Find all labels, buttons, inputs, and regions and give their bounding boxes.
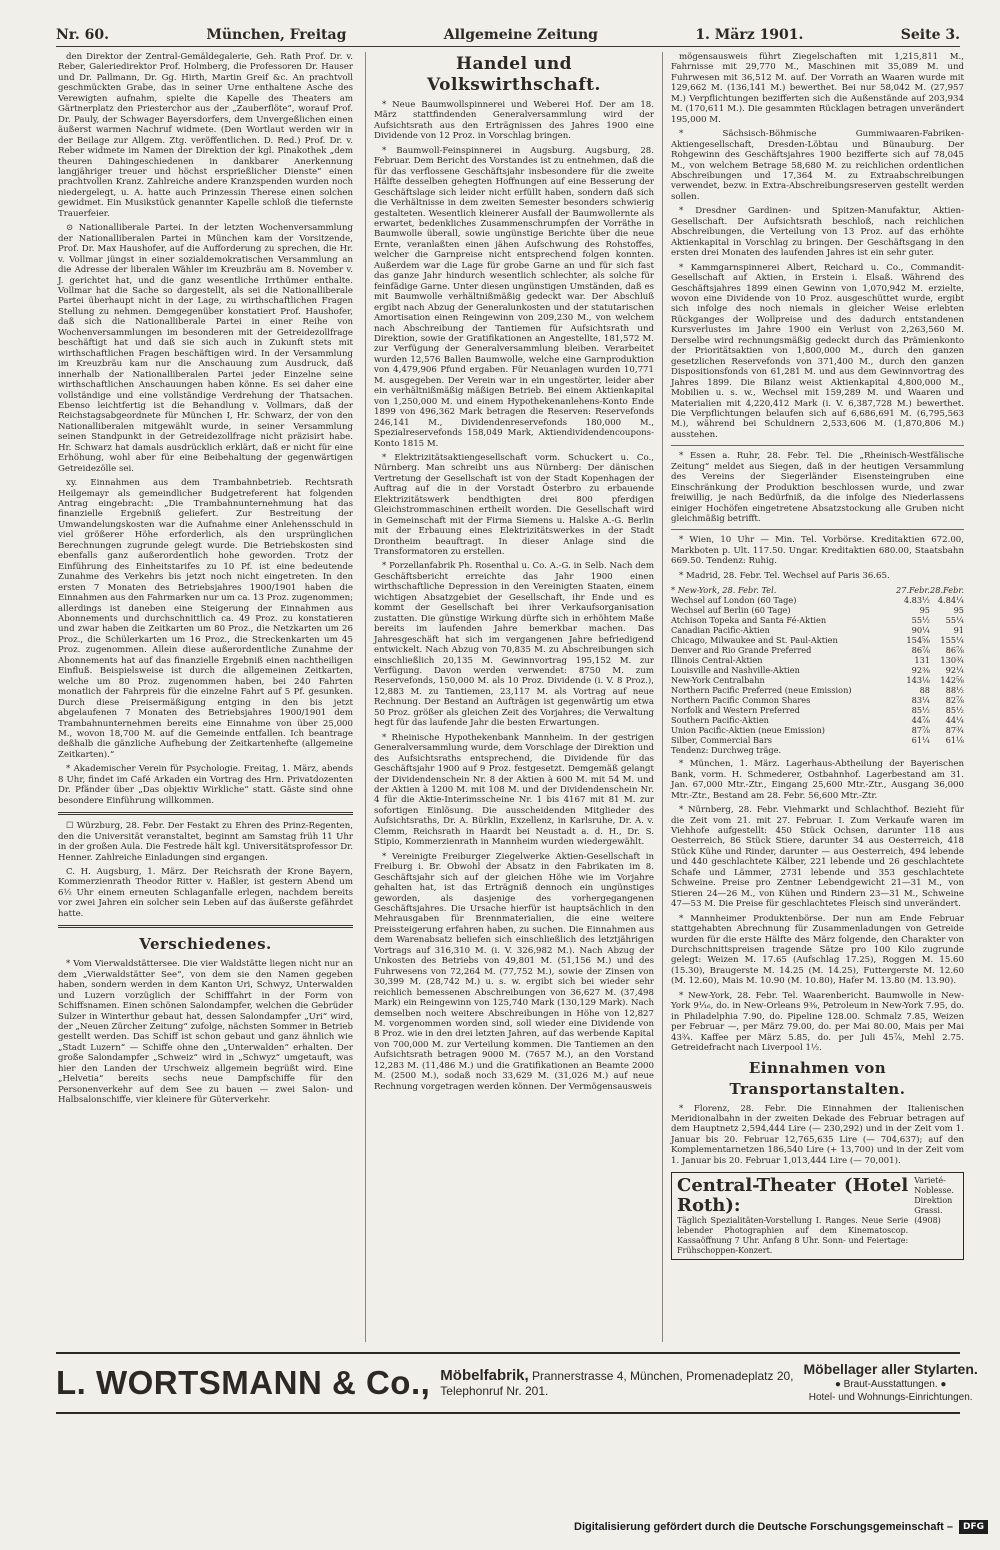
table-row <box>671 745 964 755</box>
security-name: Wechsel auf London (60 Tage) <box>671 595 797 606</box>
quote-value: 61⅛ <box>945 735 964 746</box>
column-3 <box>662 52 964 1342</box>
theater-ref: (4908) <box>914 1216 941 1226</box>
article-text: den Direktor der Zentral-Gemäldegalerie, Geh. Rath Prof. Dr. v. Reber, Galeriedirektor Prof. Holmberg, die Professoren Dr. Hauser und Dr. Pallmann, Dr. Gg. Hirth, Martin Greif &c. An prachtvoll geschmückten Grabe, das in seiner Urne enthaltene Asche des Verewigten aufnahm, spielte die Kapelle des Theaters am Gärtnerplatz den Priesterchor aus der „Zauberflöte“, worauf Prof. Dr. Pauly, der Schwager Bayersdorfers, dem Unvergeßlichen einen äußerst warmen Nachruf widmete. (Den Wortlaut werden wir in der Beilage zur Allgem. Ztg. veröffentlichen. D. Red.) Prof. Dr. v. Reber widmete im Namen der Direktion der kgl. Pinakothek „dem theuren Dahingeschiedenen in dankbarer Anerkennung langjähriger treuer und höchst ersprießlicher Dienste“ einen prachtvollen Kranz. Zahlreiche andere Kranzspenden wurden noch niedergelegt, u. A. hatte auch Prinzessin Therese einen solchen gewidmet. Ein Musikstück genannter Kapelle schloß die tiefernste Trauerfeier. <box>58 52 353 219</box>
table-row <box>671 655 964 665</box>
security-name: Louisville and Nashville-Aktien <box>671 665 800 676</box>
quote-value: 92¼ <box>945 665 964 676</box>
quote-value: 55¼ <box>945 615 964 626</box>
article-text: * Baumwoll-Feinspinnerei in Augsburg. Augsburg, 28. Februar. Dem Bericht des Vorstandes ist zu entnehmen, daß die für das verflossene Geschäftsjahr insbesondere für die zweite Hälfte desselben gehegten Hoffnungen auf eine Besserung der Geschäftslage sich leider nicht erfüllt haben, sondern daß sich die Verhältnisse in dem zweiten Semester besonders schwierig gestalteten. Wesentlich kleinerer Ausfall der Baumwollernte als erwartet, bedenkliches Zusammenschrumpfen der Vorräthe in Baumwolle überall, sowie ungünstige Berichte über die neue Ernte, veranlaßten einen jähen Aufschwung des Rohstoffes, welcher die Garnpreise nicht entsprechend folgen konnten. Außerdem war die Lage für grobe Garne an und für sich fast das ganze Jahr hindurch wesentlich schlechter, als solche für feinfädige Garne. Unter diesen ungünstigen Umständen, daß es mit Baumwolle verhältnißmäßig gedeckt war. Der Abschluß ergibt nach Abzug der Generalunkosten und der statutarischen Amortisation einen Reingewinn von 209,230 M., von welchem nach Abschreibung der Tantiemen für Aufsichtsrath und Direktion, sowie der Gratifikationen an Angestellte, 181,572 M. zur Verfügung der Generalversammlung bleiben. Verarbeitet wurden 12,576 Ballen Baumwolle, welche eine Garnproduktion von 4,479,906 Pfund ergaben. Für Neuanlagen wurden 10,771 M. ausgegeben. Der Verein war in ein ungestörter, leider aber ein verhältnißmäßig mäßigen Betrieb. Bei einem Aktienkapital von 1,250,000 M. und einem Hypothekenanlehens-Konto Ende 1899 von 496,362 Mark betragen die Reserven: Reservefonds 246,141 M., Dividendenreservefonds 180,000 M., Spezialreservefonds 158,049 Mark, Aktiendividendencoupons-Konto 1815 M. <box>374 145 654 449</box>
quote-value: 44¼ <box>945 715 964 726</box>
security-name: Atchison Topeka and Santa Fé-Aktien <box>671 615 827 626</box>
advert-business: Möbelfabrik, <box>440 1366 529 1384</box>
masthead <box>56 24 960 47</box>
table-row <box>671 715 964 725</box>
advert-address <box>440 1368 793 1399</box>
furniture-advert <box>56 1352 978 1414</box>
table-header-row <box>671 585 964 595</box>
quote-value: 91 <box>953 625 964 636</box>
article-text: xy. Einnahmen aus dem Trambahnbetrieb. Rechtsrath Heilgemayr als gemeindlicher Budgetreferent hat folgenden Antrag eingebracht: „Die Trambahnunternehmung hat das finanzielle Ergebniß geliefert. Zur Bestreitung der Umwandelungskosten war die Aufnahme einer Anlehensschuld in viel größerer Höhe erforderlich, als den ursprünglichen Berechnungen zugrunde gelegt wurde. Die Betriebskosten sind ebenfalls ganz außerordentlich hohe geworden. Trotz der Einführung des Einheitstarifes zu 10 Pf. ist eine bedeutende Zunahme des Verkehrs bis jetzt noch nicht eingetreten. In den ersten 7 Monaten des Betriebsjahres 1900/1901 haben die Einnahmen aus den Fahrmarken nur um ca. 13 Proz. zugenommen; allerdings ist daneben eine Steigerung der Einnahmen aus Abonnements und durchschnittlich ca. 49 Proz. zu konstatieren und zwar haben die Zeitkarten um 80 Proz., die Netzkarten um 26 Proz., die Schülerkarten um 16 Proz., die Streckenkarten um 45 Proz. zugenommen. Allein diese außerordentliche Zunahme der Abonnements hat auf das finanzielle Ergebniß einen nachtheiligen Einfluß. Beispielsweise ist durch die allgemeinen Zeitkarten, welche um 80 Proz. zugenommen haben, bei 240 Fahrten monatlich der Fahrpreis für die einzelne Fahrt auf 5 Pf. gesunken. Durch diese Preisermäßigung entging in den bis jetzt abgelaufenen 7 Monaten des Betriebsjahres 1900/1901 dem Trambahnunternehmen bereits eine Einnahme von über 25,000 M., wovon 18,700 M. auf die Gemeinde entfallen. Ich beantrage deßhalb die gänzliche Aufhebung der Zeitkartenhefte (allgemeine Zeitkarten).“ <box>58 478 353 760</box>
article-text: * Vom Vierwaldstättersee. Die vier Waldstätte liegen nicht nur an dem „Vierwaldstätter See“, von dem sie den Namen gegeben haben, sondern werden in dem Kanton Uri, Schwyz, Unterwalden und Luzern vorzüglich der Schifffahrt in der Form von Schiffsnamen. Einen schönen Salondampfer, welchen die Gebrüder Sulzer in Winterthur gebaut hat, dessen Salondampfer „Uri“ wird, der „Neuen Zürcher Zeitung“ zufolge, nächsten Sommer in Betrieb gestellt werden. Das Schiff ist schon gebaut und ganz ähnlich wie „Stadt Luzern“ — Schiffe ohne den „Unterwalden“ erhalten. Der große Salondampfer „Schweiz“ wird in „Schwyz“ umgetauft, was hier den Landen der Urschweiz allgemein begrüßt wird. Eine „Helvetia“ bereits sechs neue Dampfschiffe für den Personenverkehr auf dem See zu bauen — zwei Salon- und Halbsalonschiffe, vier kleinere für Güterverkehr. <box>58 959 353 1106</box>
advert-street: Prannerstrasse 4, München, <box>532 1368 683 1383</box>
article-text: * Dresdner Gardinen- und Spitzen-Manufaktur, Aktien-Gesellschaft. Der Aufsichtsrath beschloß, nach reichlichen Abschreibungen, die Verteilung von 13 Proz. auf das erhöhte Aktienkapital in Vorschlag zu bringen. Der Geschäftsgang in den ersten drei Monaten des laufenden Jahres ist ein sehr guter. <box>671 206 964 259</box>
page-number: Seite 3. <box>900 27 960 43</box>
divider <box>671 445 964 446</box>
table-row <box>671 605 964 615</box>
security-name: Silber, Commercial Bars <box>671 735 772 746</box>
advert-branch: Promenadeplatz 20, <box>686 1368 794 1383</box>
quote-value: 154⅝ <box>906 635 930 646</box>
quote-value: 131 <box>914 655 930 666</box>
theater-subtitle: Varieté-Noblesse. Direktion Grassi. <box>914 1176 954 1216</box>
issue-number: Nr. 60. <box>56 27 109 43</box>
article-text: mögensausweis führt Ziegelschaften mit 1,215,811 M., Fahrnisse mit 29,770 M., Maschinen mit 35,089 M. und Fuhrwesen mit 36,512 M. auf. Der Vorrath an Waaren wurde mit 129,662 M. (136,141 M.) bewerthet. Bei nur 58,042 M. (27,957 M.) Verpflichtungen bezifferten sich die Außenstände auf 203,934 M. (170,611 M.). Die gesammten Rücklagen betragen unverändert 195,000 M. <box>671 52 964 125</box>
article-text: * Kammgarnspinnerei Albert, Reichard u. Co., Commandit-Gesellschaft auf Aktien, in Erstein i. Elsaß. Während des Geschäftsjahres 1899 einen Gewinn von 1,070,942 M. erzielte, wovon eine Dividende von 10 Proz. ausgeschüttet wurde, ergibt sich infolge des noch niemals in gleicher Weise erlebten Rückganges der Wollpreise und des dadurch entstandenen Kursverlustes im Jahre 1900 ein Verlust von 2,263,560 M. Derselbe wird rechnungsmäßig gedeckt durch das Prämienkonto der Prioritätsaktien von 1,800,000 M., durch den ganzen gesetzlichen Reservefonds von 371,400 M., durch den ganzen Dispositionsfonds von 61,281 M. und aus dem Gewinnvortrag des Jahres 1899. Die Bilanz weist Aktienkapital 4,800,000 M., Mobilien u. s. w., Wechsel mit 159,289 M. und Waaren und Materialien mit 4,220,412 Mark (i. V. 6,387,728 M.) bewerthet. Die Verpflichtungen belaufen sich auf 6,686,691 M. (6,795,563 M.), während bei Schuldnern 2,533,606 M. (1,870,806 M.) ausstehen. <box>671 262 964 440</box>
advert-offer-2: ● Braut-Ausstattungen. ● <box>834 1378 947 1390</box>
table-row <box>671 665 964 675</box>
table-row <box>671 735 964 745</box>
column-1 <box>58 52 353 1342</box>
divider <box>58 925 353 928</box>
section-heading: Handel und Volkswirthschaft. <box>427 54 601 95</box>
article-text: * New-York, 28. Febr. Tel. Waarenbericht. Baumwolle in New-York 9¹⁄₁₆, do. in New-Orleans 9⅜, Petroleum in New-York 7.95, do. in Philadelphia 7.90, do. Pipeline 128.00. Schmalz 7.85, Weizen per Februar —, per März 79.00, do. per Mai 80.00, Mais per Mai 43¾. Kaffee per März 5.85, do. per Juli 45⅞, Mehl 2.75. Getreidefracht nach Liverpool 1½. <box>671 990 964 1054</box>
security-name: Chicago, Milwaukee and St. Paul-Aktien <box>671 635 838 646</box>
security-name: Illinois Central-Aktien <box>671 655 763 666</box>
security-name: New-York Centralbahn <box>671 675 765 686</box>
quote-value: 85½ <box>911 705 930 716</box>
article-text: * Porzellanfabrik Ph. Rosenthal u. Co. A.-G. in Selb. Nach dem Geschäftsbericht erreichte das Jahr 1900 einen wirthschaftliche Depression in den Vereinigten Staaten, einem wichtigen Absatzgebiet der Gesellschaft, ihr Ende und es kommt der Gesellschaft bei ihrer Verkaufsorganisation zustatten. Die günstige Wirkung dürfte sich in erhöhtem Maße bereits im laufenden Jahre bemerkbar machen. Das Jahresgeschäft hat sich im vergangenen Jahre befriedigend entwickelt. Nach Abzug von 70,835 M. zu Abschreibungen sich einschließlich 20,135 M. Gewinnvortrag 195,152 M. zur Verfügung. Davon werden verwendet: 8750 M. zum Reservefonds, 150,000 M. als 10 Proz. Dividende (i. V. 8 Proz.), 12,883 M. zu Tantiemen, 23,117 M. als Vortrag auf neue Rechnung. Der Bestand an Aufträgen ist gegenwärtig um etwa 50 Proz. größer als gleichen Zeit des Vorjahres; die Verwaltung hegt für das laufende Jahr die besten Erwartungen. <box>374 561 654 729</box>
quote-value: 130¾ <box>940 655 964 666</box>
quote-value: 61¼ <box>911 735 930 746</box>
table-header-cell: 28.Febr. <box>930 585 964 596</box>
quote-value: 82⅞ <box>945 695 964 706</box>
quote-value: 4.84¼ <box>937 595 964 606</box>
quote-value <box>896 745 930 755</box>
quote-value: 88½ <box>945 685 964 696</box>
quote-value: 86⅞ <box>945 645 964 656</box>
security-name: Northern Pacific Preferred (neue Emission) <box>671 685 852 696</box>
quote-value: 155¼ <box>940 635 964 646</box>
security-name: Norfolk and Western Preferred <box>671 705 800 716</box>
security-name: Union Pacific-Aktien (neue Emission) <box>671 725 825 736</box>
table-header-cell: 27.Febr. <box>896 585 930 596</box>
table-row <box>671 695 964 705</box>
advert-offer-3: Hotel- und Wohnungs-Einrichtungen. <box>808 1391 973 1403</box>
quote-value: 87¾ <box>945 725 964 736</box>
article-text: * Elektrizitätsaktiengesellschaft vorm. Schuckert u. Co., Nürnberg. Man schreibt uns aus Nürnberg: Der dänischen Vertretung der Gesellschaft ist von der Stadt Kopenhagen der Auftrag auf die in der Vorstadt Österbro zu erbauende Elektrizitätswerk bendthigten drei 800 pferdigen Gleichstrommaschinen ertheilt worden. Die Gesellschaft wird in Gemeinschaft mit der Firma Siemens u. Halske A.-G. Berlin mit der Erbauung eines Elektrizitätswerkes in der Stadt Drontheim beauftragt. In dieser Anlage sind die Transformatoren zu erstellen. <box>374 452 654 558</box>
issue-date: 1. März 1901. <box>695 27 804 43</box>
article-text: ⊙ Nationalliberale Partei. In der letzten Wochenversammlung der Nationalliberalen Partei in München kam der Vorsitzende, Prof. Dr. Max Haushofer, auf die Aufforderung zu sprechen, die Hr. v. Vollmar jüngst in einer sozialdemokratischen Versammlung an die Adresse der liberalen Wähler im Kreuzbräu am 8. November v. J. gerichtet hat, und die ganz wesentliche Irrthümer enthalte. Vollmar hat die Sache so dargestellt, als sei die Nationalliberale Partei überhaupt nicht in der Lage, zu wirthschaftlichen Fragen Stellung zu nehmen. Demgegenüber konstatiert Prof. Haushofer, daß sich die Nationalliberale Partei in einer Reihe von Wochenversammlungen im besonderen mit der Getreidezollfrage beschäftigt hat und daß sie sich auch in Zukunft stets mit wirthschaftlichen Fragen beschäftigen wird. In der Versammlung im Kreuzbräu kam nur die Anschauung zum Ausdruck, daß innerhalb der Nationalliberalen Partei jeder Einzelne seine wirthschaftlichen Anschauungen haben könne. Es sei daher eine vollständige und eine vollständige Verdrehung der Thatsachen. Ebenso leichtfertig ist die Behandlung v. Vollmars, daß der Reichstagsabgeordnete für München I, Hr. Schwarz, der von den Nationalliberalen mitgewählt wurde, in seiner Versammlung seinen Standpunkt in der Getreidezollfrage nicht präzisirt habe. Hr. Schwarz hat damals ausdrücklich erklärt, daß er nicht für eine Erhöhung, wohl aber für eine Beibehaltung der gegenwärtigen Getreidezölle sei. <box>58 223 353 474</box>
stock-quotes-table <box>671 585 964 755</box>
table-row <box>671 685 964 695</box>
footer-text: Digitalisierung gefördert durch die Deutsche Forschungsgemeinschaft – <box>574 1521 953 1533</box>
divider <box>671 529 964 530</box>
table-row <box>671 675 964 685</box>
quote-value: 87⅞ <box>911 725 930 736</box>
quote-value: 4.83½ <box>903 595 930 606</box>
theater-name: Central-Theater (Hotel Roth): <box>677 1175 909 1217</box>
article-text: ☐ Würzburg, 28. Febr. Der Festakt zu Ehren des Prinz-Regenten, den die Universität veranstaltet, beginnt am Samstag früh 11 Uhr in der großen Aula. Die Festrede hält kgl. Universitätsprofessor Dr. Henner. Zahlreiche Einladungen sind ergangen. <box>58 821 353 863</box>
article-text: * Nürnberg, 28. Febr. Viehmarkt und Schlachthof. Bezieht für die Zeit vom 21. mit 27. Februar. I. Zum Verkaufe waren im Viehhofe aufgestellt: 450 Stück Ochsen, darunter 118 aus Oesterreich, 86 Stück Stiere, darunter 34 aus Oesterreich, 418 Stück Kühe und Rinder, darunter — aus Oesterreich, 494 lebende und 440 geschlachtete Kälber, 221 lebende und 26 geschlachtete Schafe und Lämmer, 2731 lebende und 353 geschlachtete Schweine. Preise pro Zentner Lebendgewicht 21—31 M., von Stieren 24—26 M., von Kühen und Rindern 23—31 M., Schweine 47—53 M. Die Preise für geschlachtetes Fleisch sind unverändert. <box>671 805 964 910</box>
quote-value: 55½ <box>911 615 930 626</box>
article-text: * Rheinische Hypothekenbank Mannheim. In der gestrigen Generalversammlung wurde, dem Vorschlage der Direktion und des Aufsichtsraths entsprechend, die Dividende für das Geschäftsjahr 1900 auf 9 Proz. festgesetzt. Demgemäß gelangt der Dividendenschein Nr. 8 der Aktien à 600 M. mit 54 M. und der Aktien à 1200 M. mit 108 M. und der Dividendenschein Nr. 4 für die Aktie-Interimsscheine Nr. 1 bis 4167 mit 81 M. zur sofortigen Einlösung. Die ausscheidenden Mitglieder des Aufsichtsraths, Dr. A. Bürklin, Exzellenz, in Karlsruhe, Dr. A. v. Clemm, Reichsrath in Haardt bei Neustadt a. d. H., Dr. S. Stipio, Kommerzienrath in Mannheim wurden wiedergewählt. <box>374 732 654 848</box>
advert-offer-1: Möbellager aller Stylarten. <box>803 1360 978 1377</box>
quote-value: 86⅞ <box>911 645 930 656</box>
digitization-footer <box>574 1520 988 1534</box>
article-text: * Madrid, 28. Febr. Tel. Wechsel auf Paris 36.65. <box>679 570 890 581</box>
quote-value: 92⅜ <box>911 665 930 676</box>
security-name: Wechsel auf Berlin (60 Tage) <box>671 605 791 616</box>
quote-value: 85½ <box>945 705 964 716</box>
table-row <box>671 725 964 735</box>
quote-value: 88 <box>919 685 930 696</box>
advert-offerings <box>803 1360 978 1404</box>
quote-value: 95 <box>953 605 964 616</box>
place-day: München, Freitag <box>206 27 347 43</box>
section-heading: Verschiedenes. <box>139 935 272 954</box>
quote-value: 90¼ <box>911 625 930 636</box>
article-text: * Sächsisch-Böhmische Gummiwaaren-Fabriken-Aktiengesellschaft, Dresden-Löbtau und Bünauburg. Der Rohgewinn des Geschäftsjahres 1900 bezifferte sich auf 78,045 M., von welchem Betrage 58,680 M. zu reichlichen ordentlichen Abschreibungen und 17,364 M. zu Extraabschreibungen verwendet, bezw. in Extra-Abschreibungsreserven gestellt werden sollen. <box>671 129 964 202</box>
theater-text: Täglich Spezialitäten-Vorstellung I. Ranges. Neue Serie lebender Photographien auf dem Kinematoscop. Kassaöffnung 7 Uhr. Anfang 8 Uhr. Sonn- und Feiertage: Frühschoppen-Konzert. <box>677 1216 909 1256</box>
article-text: * Mannheimer Produktenbörse. Der nun am Ende Februar stattgehabten Abrechnung für Zusammenladungen von Getreide wurden für die erste Hälfte des März folgende, den Charakter von Durchschnittspreisen tragende Sätze pro 100 Kilo zugrunde gelegt: Weizen M. 17.65 (Aufschlag 17.25), Roggen M. 15.60 (15.30), Braugerste M. 14.25 (M. 14.25), Futtergerste M. 12.60 (M. 12.60), Mais M. 10.90 (M. 10.80), Hafer M. 13.80 (M. 13.90). <box>671 913 964 987</box>
table-row <box>671 645 964 655</box>
article-text: * Neue Baumwollspinnerei und Weberei Hof. Der am 18. März stattfindenden Generalversammlung wird der Aufsichtsrath aus den Erträgnissen des Jahres 1900 eine Dividende von 12 Proz. in Vorschlag bringen. <box>374 100 654 142</box>
security-name: Canadian Pacific-Aktien <box>671 625 770 636</box>
article-text: * München, 1. März. Lagerhaus-Abtheilung der Bayerischen Bank, vorm. H. Schmederer, Ostbahnhof. Lagerbestand am 31. Jan. 67,000 Mtr.-Ztr., Eingang 25,600 Mtr.-Ztr., Ausgang 36,000 Mtr.-Ztr., Bestand am 28. Febr. 56,600 Mtr.-Ztr. <box>671 759 964 801</box>
column-2 <box>365 52 654 1342</box>
article-text: * Wien, 10 Uhr — Min. Tel. Vorbörse. Kreditaktien 672.00, Markboten p. Ult. 117.50. Ungar. Kreditaktien 680.00, Staatsbahn 669.50. Tendenz: Ruhig. <box>671 535 964 567</box>
quote-value: 83¼ <box>911 695 930 706</box>
article-text: C. H. Augsburg, 1. März. Der Reichsrath der Krone Bayern, Kommerzienrath Theodor Ritter v. Haßler, ist gestern Abend um 6½ Uhr einem erneuten Schlaganfalle erlegen, nachdem bereits vor zwei Jahren ein solcher sein Leben auf das äußerste gefährdet hatte. <box>58 866 353 919</box>
advert-phone: Telephonruf Nr. 201. <box>440 1383 549 1398</box>
security-name: Denver and Rio Grande Preferred <box>671 645 812 656</box>
advert-firm-name: L. WORTSMANN & Co., <box>56 1364 431 1401</box>
article-text: * Essen a. Ruhr, 28. Febr. Tel. Die „Rheinisch-Westfälische Zeitung“ meldet aus Siegen, daß in der heutigen Versammlung des Vereins der Siegerländer Eisensteingruben eine Einschränkung der Produktion beschlossen wurde, und zwar freiwillig, je nach Bedürfniß, da die infolge des Niederlassens einiger Hochöfen eingetretene Absatzstockung alle Gruben nicht gleichmäßig betrifft. <box>671 451 964 525</box>
article-text: * Vereinigte Freiburger Ziegelwerke Aktien-Gesellschaft in Freiburg i. Br. Obwohl der Absatz in den Fabrikaten im 8. Geschäftsjahr sich auf der gleichen Höhe wie im Vorjahre gehalten hat, ist das Erträgniß dennoch ein ungünstiges geworden, als dasjenige des vorhergegangenen Geschäftsjahres. Die Ursache hierfür ist hauptsächlich in den Mehrausgaben für Brennmaterialien, die eine weitere Preissteigerung erfahren haben, zu suchen. Die Einnahmen aus dem Warenabsatz beliefen sich einschließlich des letztjährigen Vortrags auf 316,310 M. (i. V. 326,982 M.). Nach Abzug der Unkosten des Betriebs von 49,801 M. (51,156 M.) und des Fuhrwesens von 72,264 M. (77,752 M.), sowie der Zinsen von 30,399 M. (28,742 M.) u. s. w. ergibt sich bei wieder sehr reichlich bemessenen Abschreibungen von 36,627 M. (37,498 Mark) ein Reingewinn von 125,740 Mark (130,129 Mark). Nach demselben noch weitere Abschreibungen in Höhe von 12,827 M. vorgenommen worden sind, soll wieder eine Dividende von 8 Proz. wie in den drei letzten Jahren, auf das werbende Kapital von 700,000 M. zur Verteilung kommen. Die Tantiemen an den Aufsichtsrath betragen 9000 M. (7657 M.), an den Vorstand 12,283 M. (11,486 M.) und die Gratifikationen an Beamte 2000 M. (2500 M.), sodaß noch 33,629 M. (31,026 M.) auf neue Rechnung vorgetragen werden können. Der Vermögensausweis <box>374 851 654 1092</box>
quote-value: 44⅞ <box>911 715 930 726</box>
quote-value: 95 <box>919 605 930 616</box>
table-row <box>671 635 964 645</box>
security-name: Tendenz: Durchweg träge. <box>671 745 782 756</box>
article-text: * Florenz, 28. Febr. Die Einnahmen der Italienischen Meridionalbahn in der zweiten Dekade des Februar betragen auf dem Hauptnetz 2,594,444 Lire (— 230,292) und in der Zeit vom 1. Januar bis 20. Februar 12,765,635 Lire (— 704,637); auf den Komplementarnetzen 186,540 Lire (+ 13,700) und in der Zeit vom 1. Januar bis 20. Februar 1,013,444 Lire (— 70,001). <box>671 1103 964 1166</box>
table-header-cell: * New-York, 28. Febr. Tel. <box>671 585 777 596</box>
article-text: * Akademischer Verein für Psychologie. Freitag, 1. März, abends 8 Uhr, findet im Café Arkaden ein Vortrag des Hrn. Privatdozenten Dr. Pfänder über „Das objektiv Wirkliche“ statt. Gäste sind ohne besondere Einführung willkommen. <box>58 764 353 806</box>
quote-value <box>930 745 964 755</box>
table-row <box>671 705 964 715</box>
newspaper-title: Allgemeine Zeitung <box>443 27 598 43</box>
quote-value: 143⅛ <box>906 675 930 686</box>
table-row <box>671 615 964 625</box>
divider <box>58 812 353 815</box>
stock-rows <box>671 595 964 755</box>
section-heading: Einnahmen von Transportanstalten. <box>729 1058 906 1098</box>
table-row <box>671 595 964 605</box>
security-name: Southern Pacific-Aktien <box>671 715 769 726</box>
security-name: Northern Pacific Common Shares <box>671 695 811 706</box>
dfg-logo: DFG <box>959 1520 988 1534</box>
table-row <box>671 625 964 635</box>
theater-advert <box>671 1172 964 1260</box>
quote-value: 142⅝ <box>940 675 964 686</box>
